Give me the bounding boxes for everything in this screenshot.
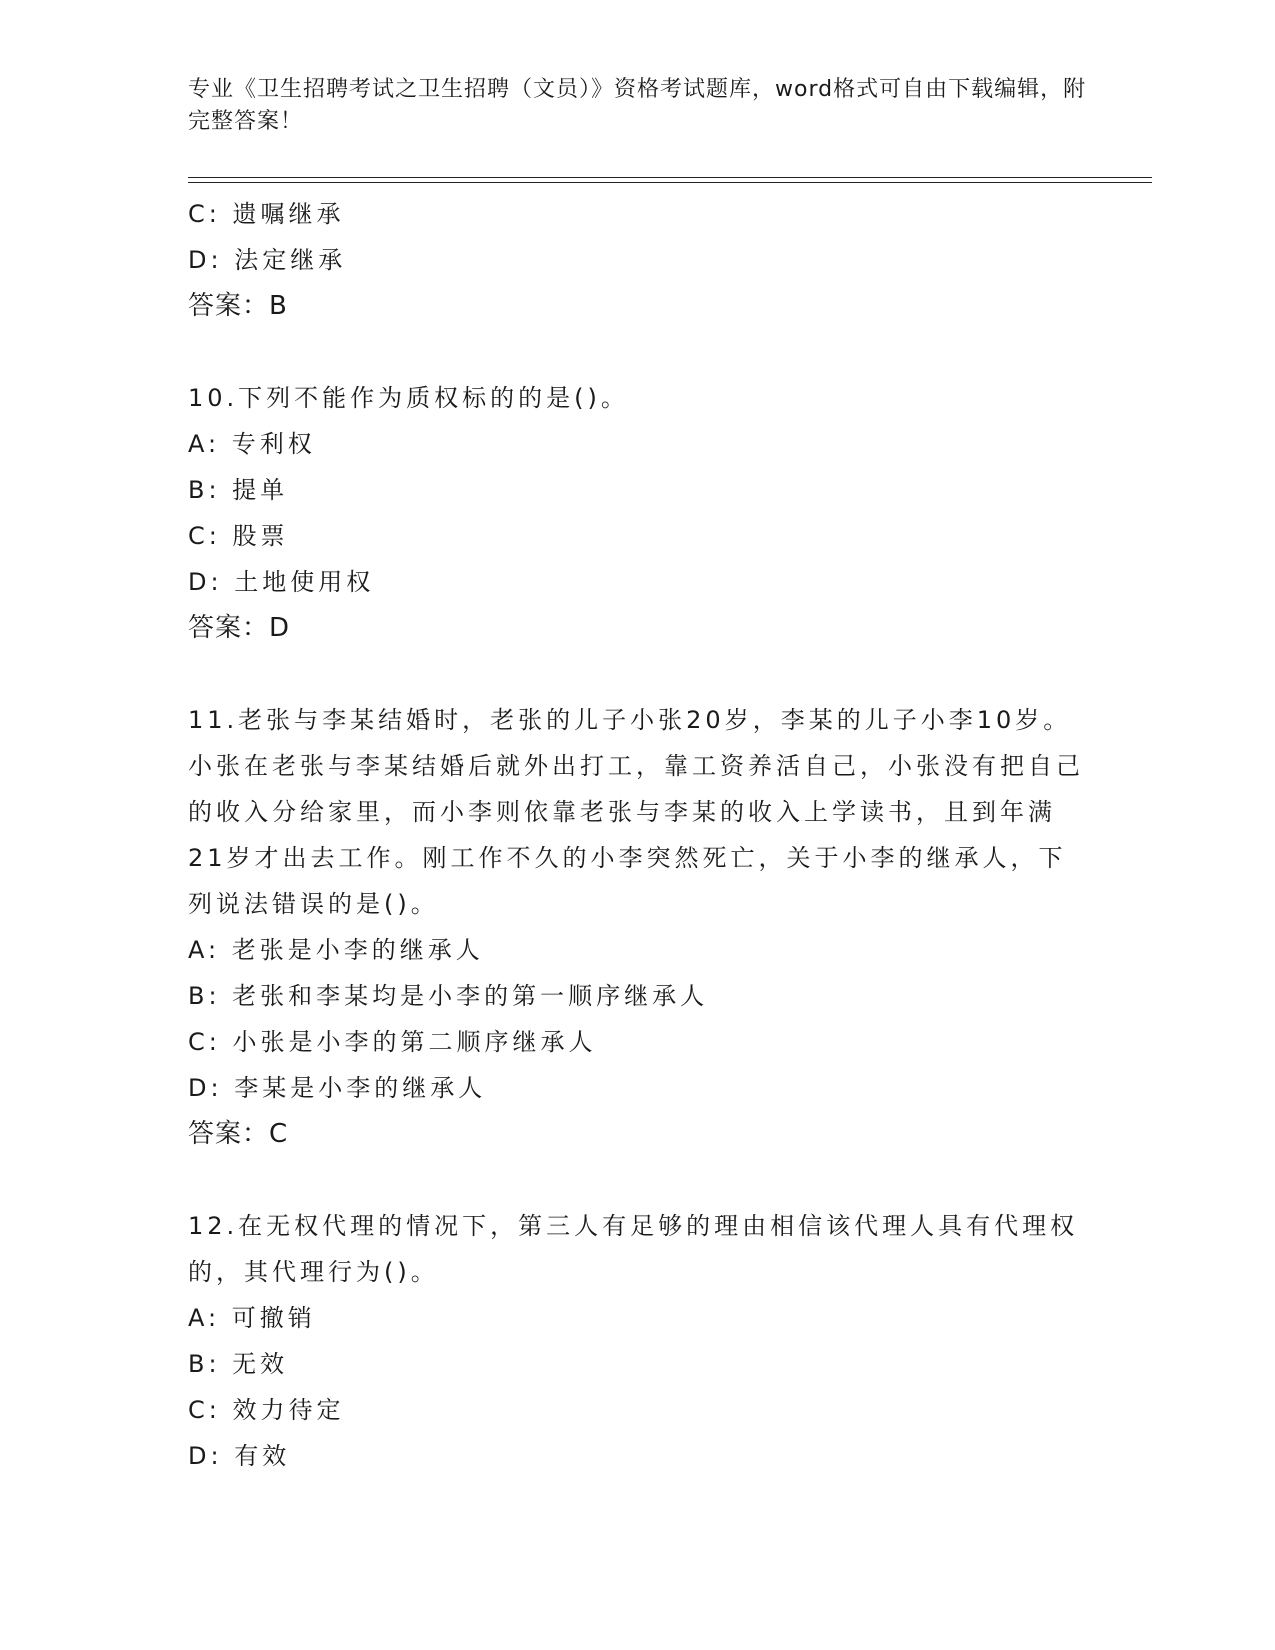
option-c: C: 小张是小李的第二顺序继承人 [188, 1028, 597, 1056]
spacer [188, 329, 1088, 375]
question-stem: 10.下列不能作为质权标的的是()。 [188, 384, 629, 412]
option-a: A: 专利权 [188, 430, 316, 458]
spacer [188, 1157, 1088, 1203]
header-rule-top [188, 177, 1152, 178]
document-header: 专业《卫生招聘考试之卫生招聘（文员）》资格考试题库，word格式可自由下载编辑，附完整答案！ [188, 77, 1087, 134]
question-stem: 11.老张与李某结婚时，老张的儿子小张20岁，李某的儿子小李10岁。小张在老张与李某结婚后就外出打工，靠工资养活自己，小张没有把自己的收入分给家里，而小李则依靠老张与李某的收入上学读书，且到年满21岁才出去工作。刚工作不久的小李突然死亡，关于小李的继承人，下列说法错误的是()。 [188, 706, 1084, 918]
option-b: B: 无效 [188, 1350, 289, 1378]
option-c: C: 效力待定 [188, 1396, 345, 1424]
option-b: B: 老张和李某均是小李的第一顺序继承人 [188, 982, 709, 1010]
option-d: D: 法定继承 [188, 246, 347, 274]
answer: 答案：B [188, 291, 288, 321]
spacer [188, 651, 1088, 697]
option-c: C: 股票 [188, 522, 289, 550]
question-list [188, 191, 1088, 1479]
answer: 答案：D [188, 613, 291, 643]
option-d: D: 李某是小李的继承人 [188, 1074, 487, 1102]
option-a: A: 可撤销 [188, 1304, 316, 1332]
option-d: D: 有效 [188, 1442, 291, 1470]
option-b: B: 提单 [188, 476, 289, 504]
option-c: C: 遗嘱继承 [188, 200, 345, 228]
option-a: A: 老张是小李的继承人 [188, 936, 484, 964]
option-d: D: 土地使用权 [188, 568, 375, 596]
question-stem: 12.在无权代理的情况下，第三人有足够的理由相信该代理人具有代理权的，其代理行为()。 [188, 1212, 1079, 1286]
answer: 答案：C [188, 1119, 289, 1149]
header-rule-bottom [188, 182, 1152, 183]
